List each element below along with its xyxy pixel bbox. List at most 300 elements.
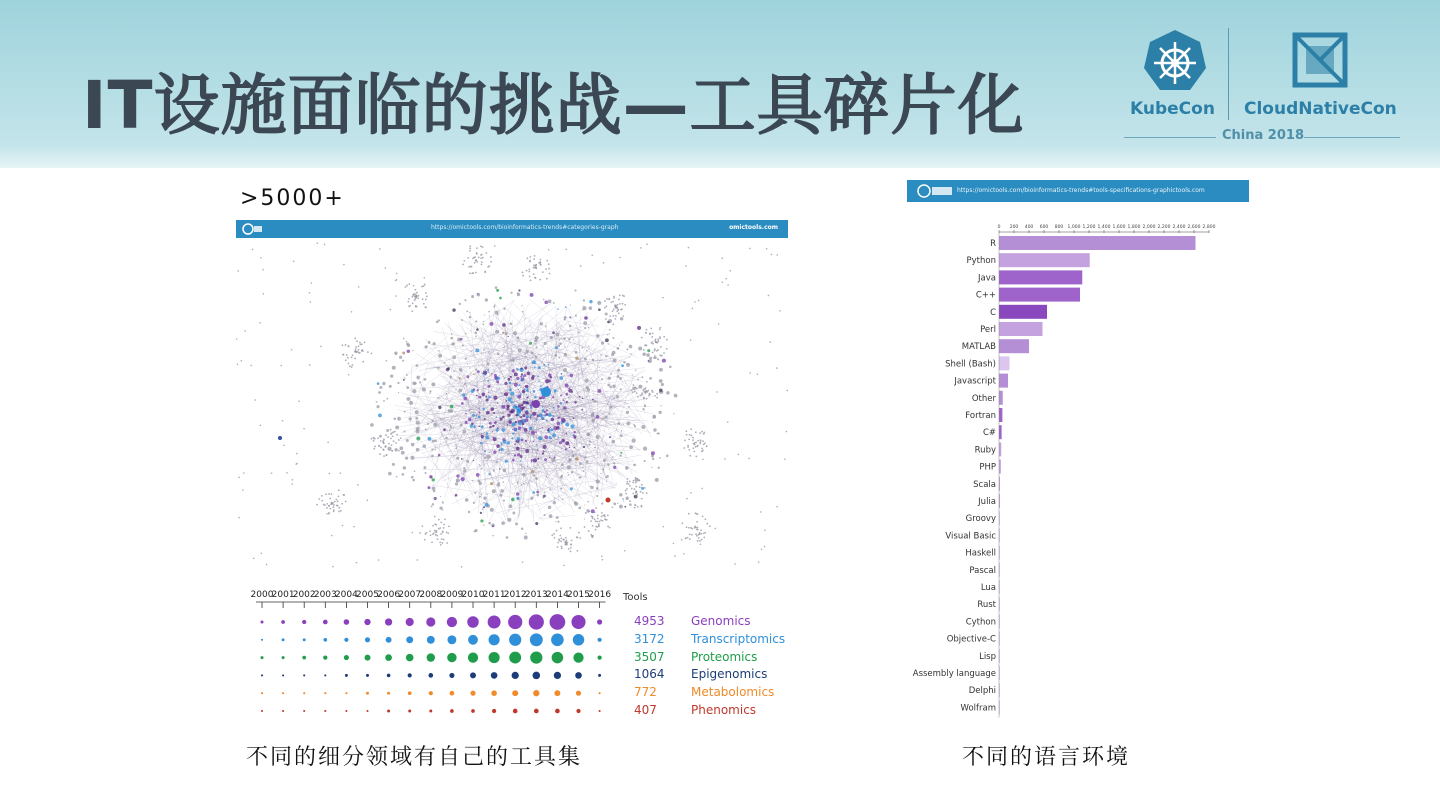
network-node — [776, 367, 778, 369]
network-node — [384, 446, 386, 448]
network-node — [425, 306, 427, 308]
network-node — [615, 307, 617, 309]
network-node — [521, 305, 522, 306]
network-node — [550, 376, 553, 379]
network-node — [574, 289, 576, 291]
network-node — [395, 353, 397, 355]
network-node — [316, 504, 318, 506]
network-node — [544, 514, 546, 516]
network-node — [592, 536, 594, 538]
network-node — [618, 312, 620, 314]
network-node — [351, 356, 353, 358]
network-node — [568, 474, 569, 475]
network-node — [464, 383, 466, 385]
network-node — [555, 521, 556, 522]
network-node — [509, 504, 513, 508]
network-node — [749, 248, 751, 250]
network-node — [463, 397, 467, 401]
network-node — [544, 435, 548, 439]
network-node — [436, 535, 438, 537]
network-node — [530, 417, 532, 419]
network-node — [560, 546, 562, 548]
dot-metabolomics — [282, 692, 284, 694]
network-node — [629, 357, 630, 358]
dot-proteomics — [385, 654, 392, 661]
network-node — [437, 367, 439, 369]
network-node — [499, 449, 501, 451]
network-node — [271, 472, 273, 474]
dot-epigenomics — [428, 673, 433, 678]
network-node — [479, 496, 481, 498]
network-node — [608, 343, 609, 344]
dot-proteomics — [261, 656, 264, 659]
network-node — [591, 254, 593, 256]
logo-divider — [1228, 28, 1229, 120]
network-node — [702, 515, 704, 517]
network-node — [589, 306, 593, 310]
network-node — [333, 509, 335, 511]
network-node — [537, 429, 538, 430]
network-node — [626, 483, 628, 485]
network-node — [578, 474, 579, 475]
year-label: 2009 — [440, 590, 464, 600]
network-node — [695, 431, 697, 433]
network-node — [516, 377, 519, 380]
dot-genomics — [467, 616, 479, 628]
network-node — [641, 392, 643, 394]
year-label: 2015 — [567, 590, 590, 600]
network-node — [687, 537, 689, 539]
network-node — [642, 408, 644, 410]
network-node — [666, 339, 668, 341]
dot-genomics — [447, 617, 457, 627]
network-node — [496, 289, 499, 292]
network-node — [546, 260, 548, 262]
network-node — [575, 357, 578, 360]
network-node — [701, 431, 703, 433]
network-node — [768, 295, 770, 297]
network-node — [624, 550, 626, 552]
network-node — [460, 424, 463, 427]
network-node — [598, 526, 600, 528]
year-label: 2008 — [419, 590, 443, 600]
dot-metabolomics — [491, 690, 497, 696]
network-node — [592, 399, 594, 401]
network-node — [534, 367, 536, 369]
network-node — [424, 284, 426, 286]
network-node — [557, 521, 559, 523]
network-node — [477, 293, 478, 294]
network-node — [469, 245, 471, 247]
network-node — [478, 416, 481, 419]
year-label: 2004 — [334, 590, 358, 600]
network-node — [560, 537, 562, 539]
network-node — [701, 488, 703, 490]
network-node — [613, 296, 615, 298]
network-node — [481, 494, 482, 495]
network-node — [471, 389, 475, 393]
network-node — [606, 519, 608, 521]
network-node — [342, 354, 344, 356]
network-node — [623, 315, 625, 317]
network-node — [652, 458, 654, 460]
network-edge — [394, 406, 450, 414]
network-node — [438, 397, 440, 399]
bar-label: Assembly language — [912, 669, 996, 679]
network-node — [554, 389, 557, 392]
network-node — [621, 364, 624, 367]
dot-metabolomics — [470, 691, 475, 696]
network-node — [520, 376, 522, 378]
network-node — [473, 373, 475, 375]
network-node — [404, 377, 405, 378]
network-node — [522, 473, 526, 477]
network-node — [481, 425, 484, 428]
network-node — [443, 428, 446, 431]
year-label: 2012 — [503, 590, 527, 600]
network-node — [450, 337, 453, 340]
network-node — [433, 490, 436, 493]
network-node — [556, 546, 558, 548]
network-node — [573, 447, 574, 448]
network-node — [589, 300, 592, 303]
dot-metabolomics — [512, 690, 518, 696]
network-node — [496, 416, 498, 418]
network-node — [655, 341, 657, 343]
network-node — [456, 474, 459, 477]
network-node — [725, 278, 727, 280]
x-tick-label: 2,800 — [1202, 225, 1216, 230]
network-node — [605, 305, 607, 307]
x-tick-label: 0 — [997, 225, 1001, 230]
bar-perl — [999, 322, 1043, 336]
x-tick-label: 800 — [1054, 225, 1064, 230]
network-node — [565, 306, 567, 308]
network-node — [367, 351, 369, 353]
network-node — [543, 364, 545, 366]
network-node — [334, 501, 336, 503]
network-node — [495, 286, 498, 289]
network-node — [626, 481, 628, 483]
network-node — [612, 301, 614, 303]
network-node — [546, 278, 548, 280]
network-node — [512, 459, 515, 462]
year-label: 2003 — [313, 590, 337, 600]
network-node — [476, 261, 478, 263]
network-node — [596, 435, 600, 439]
network-node — [462, 264, 464, 266]
network-node — [507, 441, 510, 444]
network-node — [526, 394, 527, 395]
network-node — [590, 520, 592, 522]
network-node — [338, 495, 340, 497]
network-node — [424, 378, 427, 381]
dot-epigenomics — [408, 673, 412, 677]
network-node — [567, 472, 568, 473]
network-node — [681, 539, 683, 541]
network-node — [341, 503, 343, 505]
dot-phenomics — [534, 709, 539, 714]
network-node — [412, 381, 416, 385]
network-node — [440, 544, 442, 546]
network-node — [475, 272, 477, 274]
network-node — [690, 428, 692, 430]
network-node — [659, 329, 661, 331]
dot-proteomics — [344, 655, 349, 660]
network-node — [356, 562, 358, 564]
network-node — [535, 264, 537, 266]
network-node — [518, 289, 520, 291]
year-label: 2014 — [545, 590, 569, 600]
network-node — [415, 295, 417, 297]
network-node — [576, 537, 578, 539]
dot-genomics — [302, 620, 306, 624]
network-node — [528, 271, 530, 273]
x-tick-label: 2,000 — [1142, 225, 1156, 230]
dot-transcriptomics — [551, 634, 564, 647]
network-node — [709, 525, 711, 527]
network-node — [479, 482, 482, 485]
network-node — [544, 342, 547, 345]
network-node — [480, 442, 482, 444]
network-node — [419, 381, 421, 383]
network-node — [564, 353, 567, 356]
network-node — [406, 386, 409, 389]
network-node — [331, 503, 333, 505]
network-node — [492, 535, 494, 537]
network-node — [497, 402, 498, 403]
network-node — [493, 412, 495, 414]
network-node — [431, 382, 435, 386]
network-node — [402, 473, 405, 476]
year-label: 2016 — [588, 590, 612, 600]
network-node — [691, 534, 693, 536]
network-edge — [533, 506, 534, 523]
network-node — [533, 458, 537, 462]
network-node — [692, 447, 694, 449]
network-node — [724, 458, 726, 460]
network-node — [496, 429, 499, 432]
network-node — [422, 298, 424, 300]
network-node — [463, 260, 465, 262]
network-node — [619, 377, 622, 380]
network-node — [475, 529, 478, 532]
network-node — [380, 447, 382, 449]
network-node — [394, 448, 397, 451]
bar-c — [999, 305, 1047, 319]
network-node — [534, 421, 535, 422]
network-node — [455, 448, 457, 450]
network-node — [595, 507, 597, 509]
network-node — [557, 405, 559, 407]
network-node — [534, 390, 535, 391]
network-node — [660, 346, 662, 348]
network-node — [688, 247, 690, 249]
network-node — [396, 279, 398, 281]
network-node — [503, 500, 505, 502]
network-node — [628, 483, 630, 485]
network-node — [579, 462, 582, 465]
network-node — [378, 559, 380, 561]
dot-phenomics — [450, 709, 454, 713]
network-node — [609, 329, 611, 331]
network-node — [514, 454, 516, 456]
network-node — [298, 400, 300, 402]
legend-total-transcriptomics: 3172 — [634, 631, 665, 646]
network-node — [357, 351, 359, 353]
dot-phenomics — [471, 709, 475, 713]
dot-metabolomics — [429, 691, 433, 695]
network-node — [537, 449, 538, 450]
network-node — [434, 523, 436, 525]
network-node — [695, 533, 697, 535]
network-node — [535, 477, 538, 480]
network-node — [424, 539, 426, 541]
network-node — [338, 511, 340, 513]
network-node — [431, 506, 433, 508]
network-node — [619, 303, 621, 305]
network-node — [524, 536, 528, 540]
network-node — [400, 437, 402, 439]
network-node — [701, 539, 703, 541]
network-node — [483, 324, 484, 325]
right-screenshot-url: https://omictools.com/bioinformatics-trends#tools-specifications-graphictools.com — [957, 187, 1205, 194]
network-node — [690, 339, 692, 341]
network-node — [563, 565, 565, 567]
network-node — [585, 379, 589, 383]
network-node — [504, 392, 508, 396]
network-node — [404, 431, 406, 433]
network-node — [358, 345, 360, 347]
network-node — [643, 397, 645, 399]
network-node — [415, 417, 418, 420]
network-node — [536, 491, 539, 494]
network-node — [554, 457, 556, 459]
network-node — [637, 326, 641, 330]
network-node — [563, 399, 565, 401]
network-node — [457, 435, 458, 436]
network-node — [468, 418, 472, 422]
network-node — [378, 413, 382, 417]
network-node — [534, 396, 536, 398]
network-node — [489, 473, 491, 475]
network-node — [440, 496, 441, 497]
network-node — [688, 513, 690, 515]
network-node — [476, 473, 480, 477]
network-node — [393, 440, 395, 442]
network-node — [553, 501, 556, 504]
network-node — [443, 539, 445, 541]
network-node — [557, 417, 559, 419]
network-node — [361, 343, 363, 345]
network-node — [471, 295, 474, 298]
network-node — [479, 412, 481, 414]
network-node — [349, 365, 351, 367]
network-node — [471, 272, 473, 274]
network-node — [490, 482, 493, 485]
network-node — [478, 464, 480, 466]
network-node — [637, 478, 639, 480]
network-node — [351, 366, 353, 368]
network-node — [335, 499, 337, 501]
network-node — [612, 337, 614, 339]
network-node — [382, 382, 385, 385]
network-node — [697, 540, 699, 542]
bar-label: MATLAB — [961, 342, 996, 353]
network-node — [634, 507, 636, 509]
dot-metabolomics — [324, 692, 326, 694]
network-node — [618, 299, 620, 301]
network-node — [480, 254, 482, 256]
network-node — [466, 460, 469, 463]
network-node — [466, 375, 469, 378]
network-node — [406, 341, 408, 343]
network-node — [645, 392, 647, 394]
network-node — [507, 414, 510, 417]
dot-phenomics — [282, 710, 284, 712]
dot-epigenomics — [575, 672, 582, 679]
year-label: 2011 — [482, 590, 506, 600]
network-node — [516, 441, 517, 442]
network-node — [485, 252, 487, 254]
network-node — [282, 420, 284, 422]
network-node — [651, 342, 653, 344]
legend-name-genomics: Genomics — [691, 614, 751, 628]
network-node — [330, 493, 332, 495]
bar-label: R — [990, 239, 996, 249]
network-node — [649, 377, 652, 380]
network-node — [500, 417, 503, 420]
network-node — [450, 425, 451, 426]
network-node — [467, 363, 468, 364]
network-node — [604, 307, 606, 309]
bar-label: Shell (Bash) — [945, 359, 996, 370]
network-node — [377, 437, 379, 439]
network-node — [674, 394, 678, 398]
network-node — [526, 389, 529, 392]
network-node — [355, 346, 357, 348]
network-node — [687, 446, 689, 448]
network-node — [522, 311, 523, 312]
network-node — [237, 364, 239, 366]
network-node — [387, 447, 391, 451]
network-node — [603, 459, 606, 462]
network-node — [417, 559, 419, 561]
network-node — [416, 364, 419, 367]
dot-proteomics — [573, 652, 583, 662]
network-node — [608, 413, 610, 415]
year-label: 2000 — [250, 590, 274, 600]
network-node — [505, 400, 507, 402]
network-node — [417, 439, 419, 441]
network-node — [434, 530, 436, 532]
network-node — [585, 456, 587, 458]
network-node — [346, 354, 348, 356]
network-node — [558, 345, 560, 347]
network-node — [403, 466, 406, 469]
network-node — [448, 526, 450, 528]
network-node — [588, 345, 589, 346]
network-node — [590, 486, 593, 489]
network-node — [596, 479, 600, 483]
dot-phenomics — [408, 710, 411, 713]
network-node — [526, 397, 528, 399]
dot-proteomics — [406, 654, 414, 662]
network-node — [650, 328, 652, 330]
network-node — [582, 398, 583, 399]
network-node — [476, 395, 478, 397]
network-node — [632, 493, 634, 495]
